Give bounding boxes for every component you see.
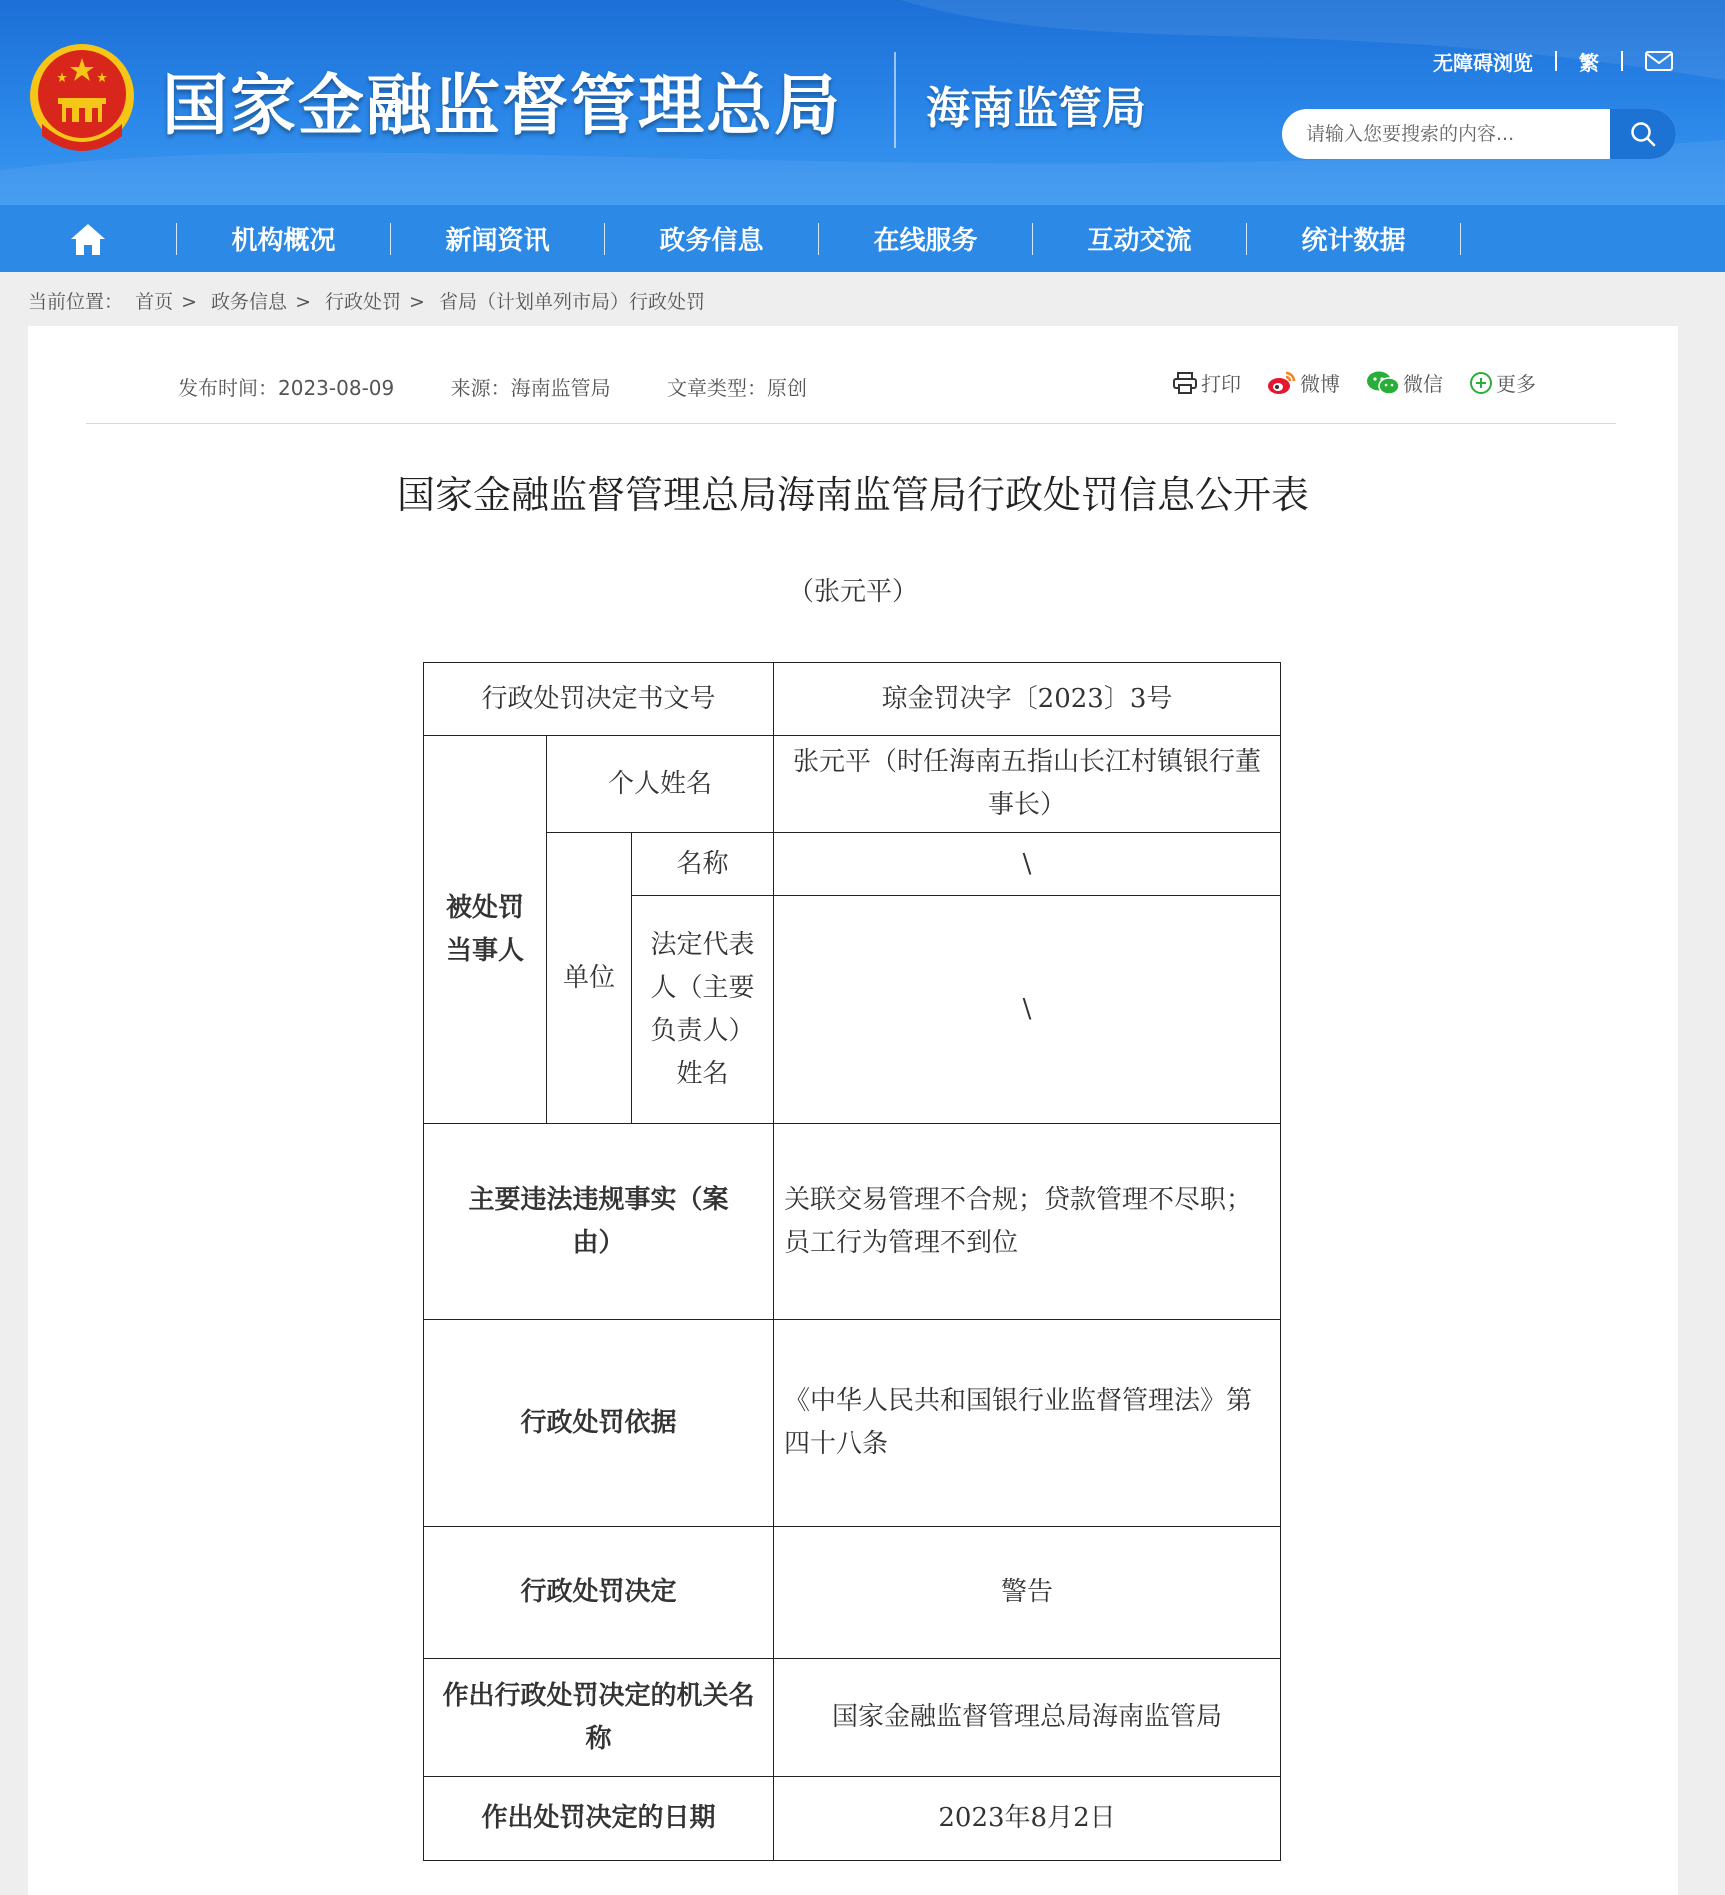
decision-label: 行政处罚决定	[424, 1527, 774, 1659]
legal-rep-label: 法定代表人（主要负责人）姓名	[632, 896, 774, 1124]
link-divider	[1621, 51, 1623, 71]
weibo-share-button[interactable]	[1267, 368, 1340, 397]
date-value: 2023年8月2日	[774, 1777, 1281, 1861]
search-input[interactable]	[1282, 109, 1610, 159]
breadcrumb-home[interactable]: 首页	[135, 291, 174, 313]
article-type: 文章类型：原创	[666, 376, 807, 400]
table-row	[424, 1320, 1281, 1527]
unit-name-label: 名称	[632, 833, 774, 896]
nav-item-organization[interactable]: 机构概况	[231, 226, 336, 256]
breadcrumb-label: 当前位置：	[28, 291, 124, 313]
weibo-icon	[1267, 370, 1297, 396]
share-bar	[1146, 368, 1536, 397]
unit-label: 单位	[547, 833, 632, 1124]
table-row	[424, 833, 1281, 896]
authority-value: 国家金融监督管理总局海南监管局	[774, 1659, 1281, 1777]
home-icon	[68, 221, 108, 257]
main-nav	[0, 205, 1725, 272]
table-row	[424, 663, 1281, 736]
national-emblem-icon	[28, 40, 136, 154]
breadcrumb-government-info[interactable]: 政务信息	[211, 291, 288, 313]
article-subtitle: （张元平）	[787, 577, 918, 607]
facts-value: 关联交易管理不合规；贷款管理不尽职；员工行为管理不到位	[774, 1124, 1281, 1320]
table-row	[424, 1124, 1281, 1320]
nav-item-interaction[interactable]: 互动交流	[1087, 226, 1192, 256]
more-share-button[interactable]	[1469, 368, 1536, 397]
breadcrumb-separator: >	[409, 291, 425, 313]
plus-circle-icon	[1469, 371, 1493, 395]
top-links	[1433, 46, 1673, 76]
publish-time: 发布时间：2023-08-09	[178, 376, 395, 400]
meta-divider	[86, 423, 1616, 424]
person-name-value: 张元平（时任海南五指山长江村镇银行董事长）	[774, 736, 1281, 833]
party-label: 被处罚当事人	[424, 736, 547, 1124]
facts-label: 主要违法违规事实（案由）	[424, 1124, 774, 1320]
breadcrumb-separator: >	[295, 291, 311, 313]
nav-home[interactable]	[0, 205, 176, 272]
nav-item-statistics[interactable]: 统计数据	[1301, 226, 1406, 256]
traditional-chinese-link[interactable]: 繁	[1579, 50, 1599, 75]
breadcrumb-separator: >	[181, 291, 197, 313]
breadcrumb-penalty[interactable]: 行政处罚	[325, 291, 402, 313]
print-button[interactable]	[1172, 368, 1241, 397]
legal-rep-value: \	[774, 896, 1281, 1124]
basis-value: 《中华人民共和国银行业监督管理法》第四十八条	[774, 1320, 1281, 1527]
table-row	[424, 1777, 1281, 1861]
mail-icon[interactable]	[1645, 51, 1673, 71]
decision-value: 警告	[774, 1527, 1281, 1659]
nav-item-online-service[interactable]: 在线服务	[873, 226, 978, 256]
breadcrumb-provincial-penalty[interactable]: 省局（计划单列市局）行政处罚	[439, 291, 706, 313]
breadcrumb	[28, 287, 711, 314]
more-label: 更多	[1496, 372, 1536, 396]
title-divider	[894, 52, 896, 148]
nav-item-government-info[interactable]: 政务信息	[659, 226, 764, 256]
site-title: 国家金融监督管理总局	[162, 67, 842, 144]
unit-name-value: \	[774, 833, 1281, 896]
table-row	[424, 1527, 1281, 1659]
printer-icon	[1172, 371, 1198, 395]
wechat-label: 微信	[1403, 372, 1443, 396]
article-meta	[178, 372, 807, 401]
link-divider	[1555, 51, 1557, 71]
article-source: 来源：海南监管局	[450, 376, 611, 400]
table-row	[424, 736, 1281, 833]
search-icon	[1629, 120, 1657, 148]
weibo-label: 微博	[1300, 372, 1340, 396]
person-name-label: 个人姓名	[547, 736, 774, 833]
doc-no-value: 琼金罚决字〔2023〕3号	[774, 663, 1281, 736]
branch-title: 海南监管局	[926, 83, 1146, 134]
search-button[interactable]	[1610, 109, 1676, 159]
basis-label: 行政处罚依据	[424, 1320, 774, 1527]
accessible-browsing-link[interactable]: 无障碍浏览	[1433, 50, 1533, 75]
table-row	[424, 1659, 1281, 1777]
nav-divider	[1460, 223, 1461, 255]
article-title: 国家金融监督管理总局海南监管局行政处罚信息公开表	[396, 473, 1309, 517]
print-label: 打印	[1201, 372, 1241, 396]
site-header	[0, 0, 1725, 205]
nav-item-news[interactable]: 新闻资讯	[445, 226, 550, 256]
article-container	[28, 326, 1678, 1895]
wechat-icon	[1366, 370, 1400, 396]
search-box	[1282, 109, 1676, 159]
authority-label: 作出行政处罚决定的机关名称	[424, 1659, 774, 1777]
penalty-info-table	[423, 662, 1281, 1861]
date-label: 作出处罚决定的日期	[424, 1777, 774, 1861]
doc-no-label: 行政处罚决定书文号	[424, 663, 774, 736]
wechat-share-button[interactable]	[1366, 368, 1443, 397]
